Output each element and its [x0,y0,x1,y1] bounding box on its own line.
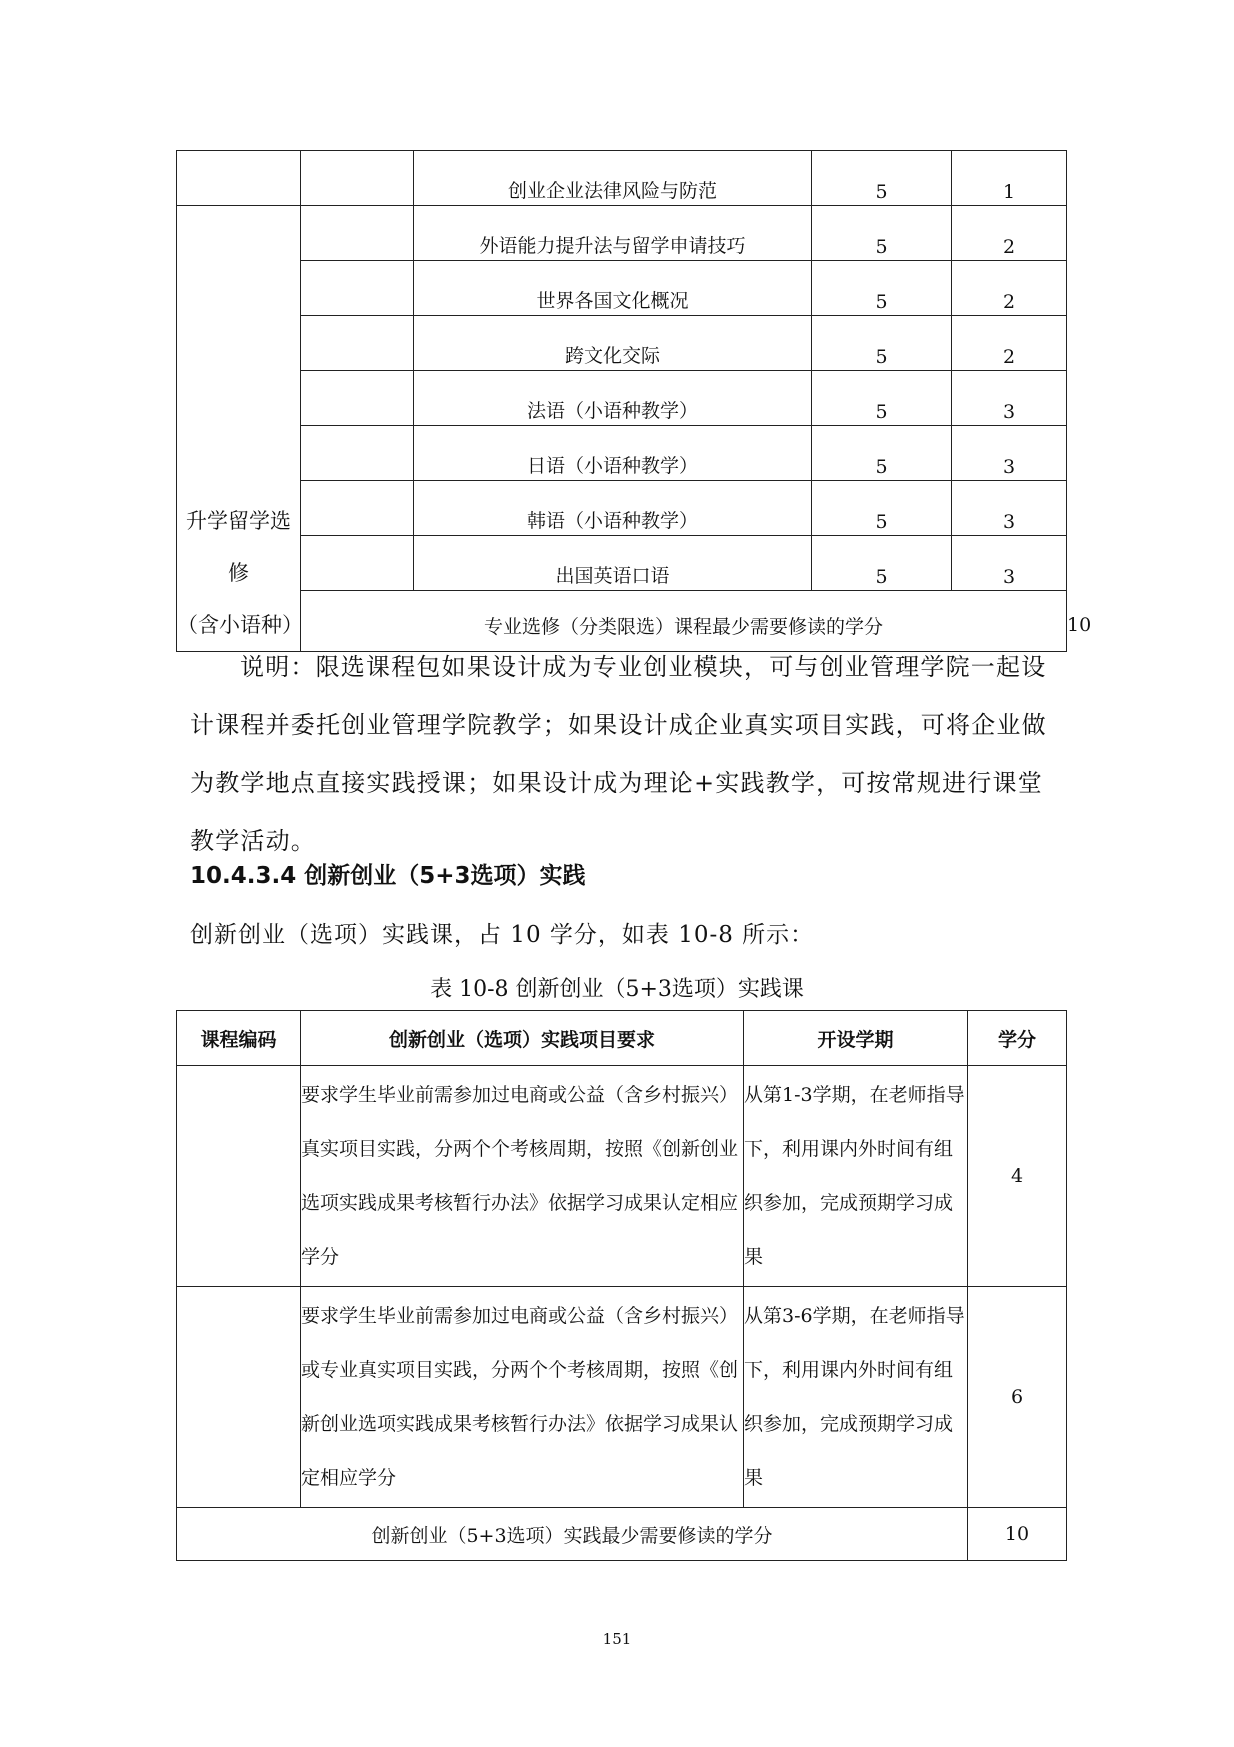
summary-row [177,1508,1067,1561]
course-name: 跨文化交际 [414,316,812,371]
empty-cell [177,151,301,206]
table-row [177,426,1067,481]
section-heading: 10.4.3.4 创新创业（5+3选项）实践 [190,863,586,889]
course-name: 出国英语口语 [414,536,812,591]
header-row [177,1011,1067,1066]
requirement: 要求学生毕业前需参加过电商或公益（含乡村振兴）或专业真实项目实践，分两个个考核周期，按照《创新创业选项实践成果考核暂行办法》依据学习成果认定相应学分 [301,1287,744,1508]
semester: 5 [812,536,952,591]
table-row [177,481,1067,536]
course-code [177,1287,301,1508]
empty-cell [301,206,414,261]
course-name: 创业企业法律风险与防范 [414,151,812,206]
elective-course-table [176,150,1092,652]
course-name: 法语（小语种教学） [414,371,812,426]
practice-course-table [176,1010,1067,1561]
credit: 2 [952,261,1067,316]
table-caption: 表 10-8 创新创业（5+3选项）实践课 [430,977,804,1002]
credit: 2 [952,206,1067,261]
course-code [177,1066,301,1287]
credit: 6 [968,1287,1067,1508]
semester: 5 [812,206,952,261]
group-label [177,206,301,652]
semester: 5 [812,261,952,316]
course-name: 外语能力提升法与留学申请技巧 [414,206,812,261]
summary-label: 专业选修（分类限选）课程最少需要修读的学分 [301,591,1067,652]
table-row [177,151,1067,206]
group-label-line1: 升学留学选修 [186,509,291,585]
empty-cell [301,536,414,591]
credit: 3 [952,481,1067,536]
summary-row: 专业选修（分类限选）课程最少需要修读的学分 10 [177,591,1067,652]
summary-label: 创新创业（5+3选项）实践最少需要修读的学分 [177,1508,968,1561]
credit: 4 [968,1066,1067,1287]
semester: 5 [812,371,952,426]
table-row [177,1066,1067,1287]
page-number: 151 [602,1630,632,1648]
term: 从第3-6学期，在老师指导下，利用课内外时间有组织参加，完成预期学习成果 [744,1287,968,1508]
header-code: 课程编码 [177,1011,301,1066]
term: 从第1-3学期，在老师指导下，利用课内外时间有组织参加，完成预期学习成果 [744,1066,968,1287]
credit: 1 [952,151,1067,206]
semester: 5 [812,151,952,206]
group-label-line2: （含小语种） [177,613,303,637]
empty-cell [301,151,414,206]
header-requirement: 创新创业（选项）实践项目要求 [301,1011,744,1066]
course-name: 日语（小语种教学） [414,426,812,481]
table-row [177,371,1067,426]
table-row [177,261,1067,316]
credit: 3 [952,536,1067,591]
table-row [177,536,1067,591]
requirement: 要求学生毕业前需参加过电商或公益（含乡村振兴）真实项目实践，分两个个考核周期，按照《创新创业选项实践成果考核暂行办法》依据学习成果认定相应学分 [301,1066,744,1287]
empty-cell [301,261,414,316]
semester: 5 [812,481,952,536]
table-row [177,1287,1067,1508]
credit: 3 [952,371,1067,426]
course-name: 世界各国文化概况 [414,261,812,316]
empty-cell [301,316,414,371]
empty-cell [301,371,414,426]
credit: 3 [952,426,1067,481]
empty-cell [301,426,414,481]
header-credit: 学分 [968,1011,1067,1066]
header-term: 开设学期 [744,1011,968,1066]
note-paragraph: 说明：限选课程包如果设计成为专业创业模块，可与创业管理学院一起设计课程并委托创业管理学院教学；如果设计成企业真实项目实践，可将企业做为教学地点直接实践授课；如果设计成为理论+实践教学，可按常规进行课堂教学活动。 [190,653,1047,855]
credit: 2 [952,316,1067,371]
intro-text: 创新创业（选项）实践课，占 10 学分，如表 10-8 所示： [190,922,815,948]
table-row [177,316,1067,371]
course-name: 韩语（小语种教学） [414,481,812,536]
empty-cell [301,481,414,536]
table-row [177,206,1067,261]
semester: 5 [812,316,952,371]
semester: 5 [812,426,952,481]
summary-value: 10 [968,1508,1067,1561]
